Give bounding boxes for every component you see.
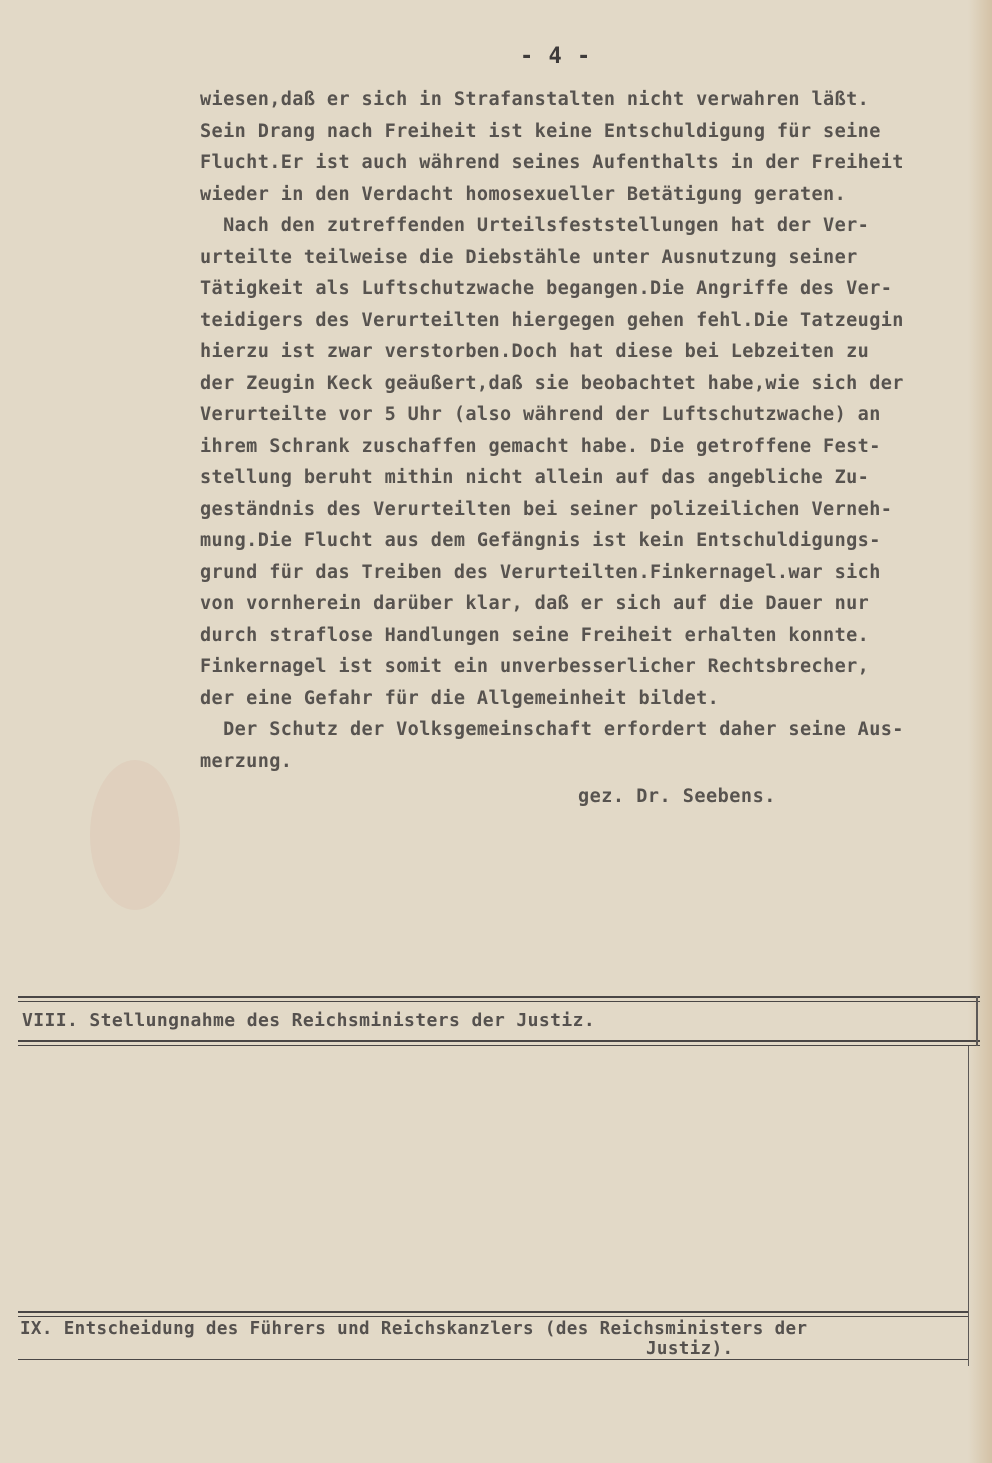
section-ix-bottom-rule [18,1359,968,1360]
section-viii-top-rule-double [18,1001,980,1002]
text-line: Finkernagel ist somit ein unverbesserlicher Rechtsbrecher, [200,656,870,677]
section-ix-title-line2: Justiz). [646,1339,734,1359]
text-line: Flucht.Er ist auch während seines Aufenthalts in der Freiheit [200,152,904,173]
page-number: - 4 - [520,44,592,69]
text-line: wieder in den Verdacht homosexueller Betätigung geraten. [200,183,847,205]
text-line: Nach den zutreffenden Urteilsfeststellungen hat der Ver- [200,215,870,236]
right-margin-line [968,1046,969,1366]
text-line: ihrem Schrank zuschaffen gemacht habe. Die getroffene Fest- [200,435,881,457]
text-line: mung.Die Flucht aus dem Gefängnis ist kein Entschuldigungs- [200,530,881,551]
text-line: der eine Gefahr für die Allgemeinheit bildet. [200,687,720,709]
text-line: geständnis des Verurteilten bei seiner polizeilichen Verneh- [200,498,893,520]
text-line: urteilte teilweise die Diebstähle unter Ausnutzung seiner [200,246,858,268]
text-line: grund für das Treiben des Verurteilten.Finkernagel.war sich [200,561,881,583]
text-line: teidigers des Verurteilten hiergegen gehen fehl.Die Tatzeugin [200,309,904,331]
body-text [200,84,992,777]
section-ix-top-rule-double [18,1316,968,1317]
paper-stain [90,760,180,910]
text-line: Sein Drang nach Freiheit ist keine Entschuldigung für seine [200,120,881,142]
text-line: Der Schutz der Volksgemeinschaft erfordert daher seine Aus- [200,719,904,740]
section-viii-right-border [976,996,978,1046]
text-line: hierzu ist zwar verstorben.Doch hat diese bei Lebzeiten zu [200,341,870,362]
section-viii-bottom-rule-double [18,1045,980,1046]
text-line: merzung. [200,750,293,772]
text-line: stellung beruht mithin nicht allein auf das angebliche Zu- [200,467,870,488]
section-viii-bottom-rule [18,1040,980,1042]
section-viii-title: VIII. Stellungnahme des Reichsministers der Justiz. [22,1010,596,1031]
text-line: Verurteilte vor 5 Uhr (also während der Luftschutzwache) an [200,404,881,425]
section-ix-title-line1: IX. Entscheidung des Führers und Reichskanzlers (des Reichsministers der [20,1319,808,1339]
section-viii-top-rule [18,996,980,998]
text-line: von vornherein darüber klar, daß er sich auf die Dauer nur [200,593,870,614]
section-ix-top-rule [18,1311,968,1313]
signature: gez. Dr. Seebens. [578,786,776,807]
text-line: der Zeugin Keck geäußert,daß sie beobachtet habe,wie sich der [200,372,904,394]
text-line: Tätigkeit als Luftschutzwache begangen.Die Angriffe des Ver- [200,278,893,299]
text-line: durch straflose Handlungen seine Freiheit erhalten konnte. [200,624,870,646]
text-line: wiesen,daß er sich in Strafanstalten nicht verwahren läßt. [200,89,870,110]
